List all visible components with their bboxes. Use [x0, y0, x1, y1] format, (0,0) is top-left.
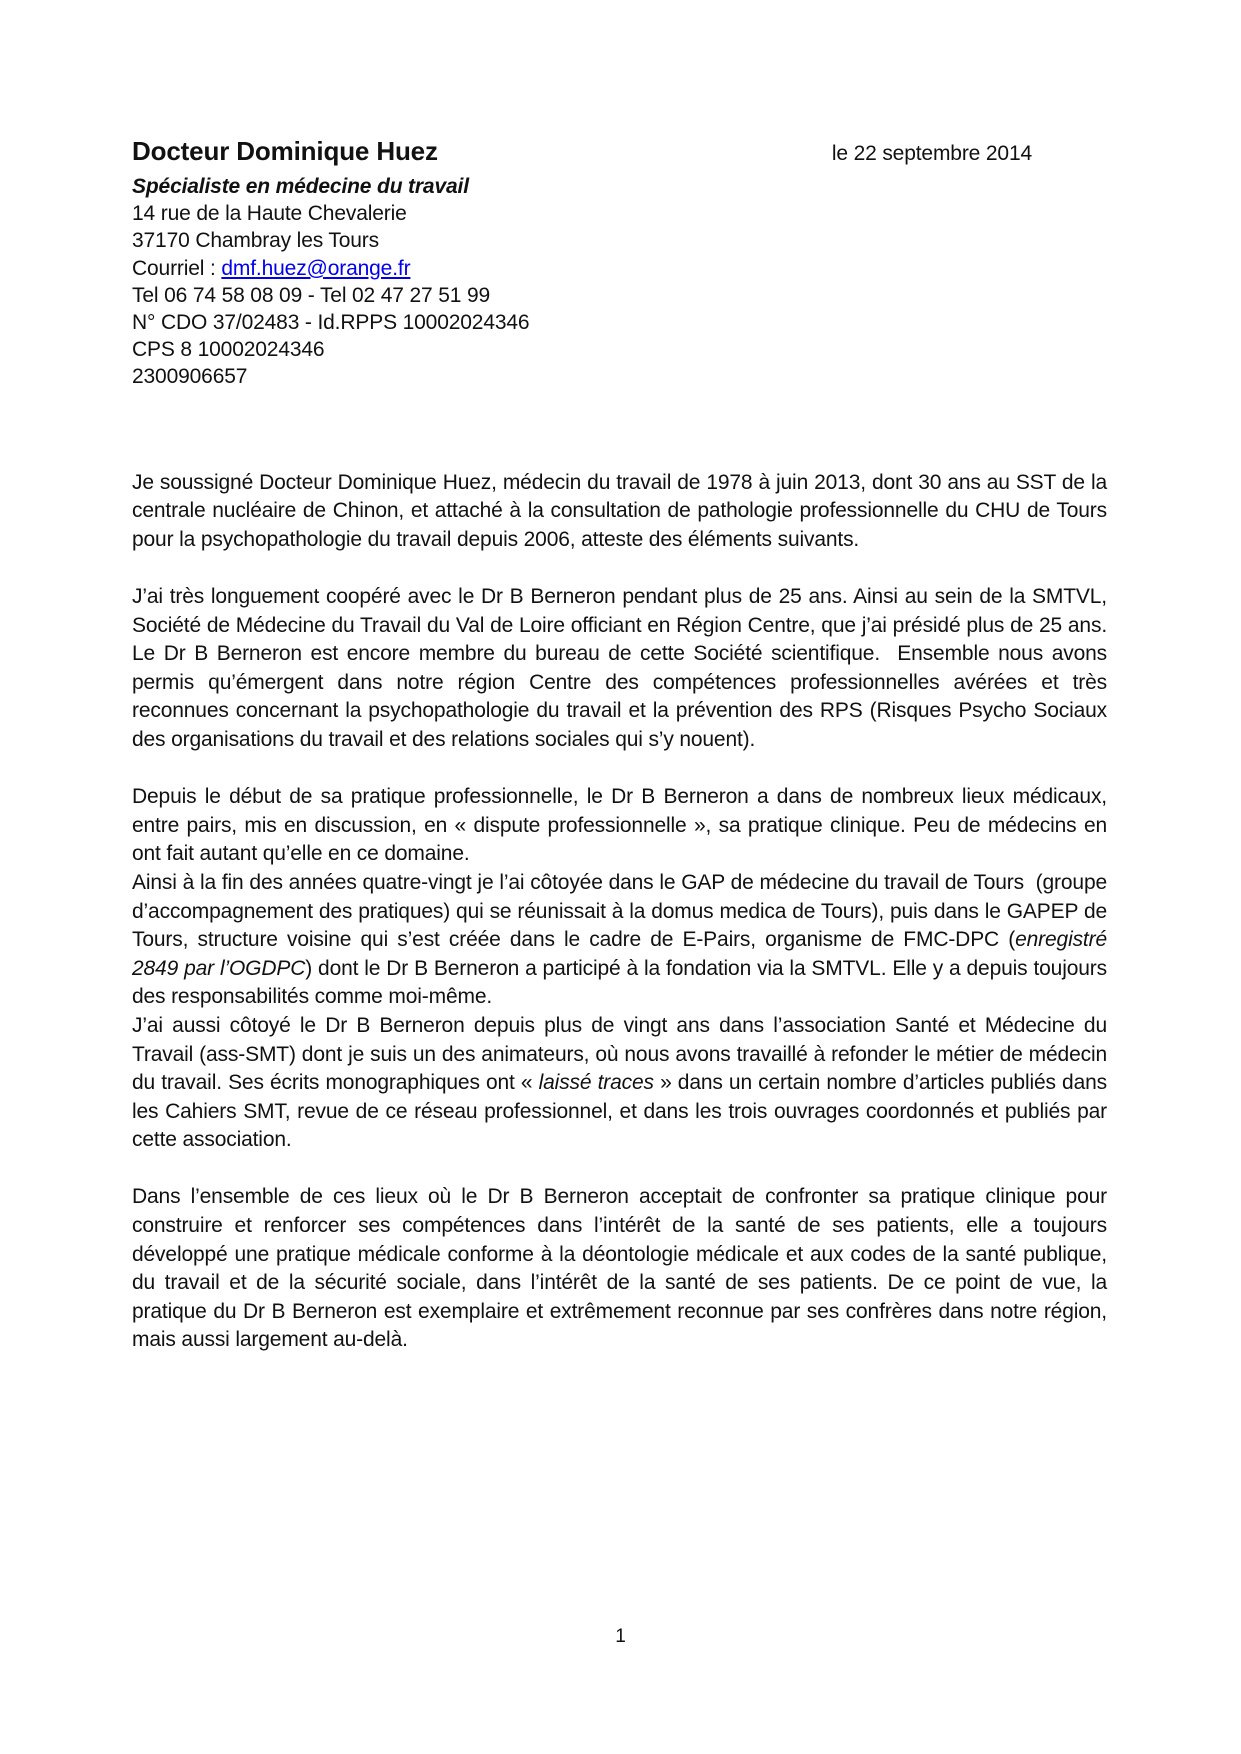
text-run: Depuis le début de sa pratique professionnelle, le Dr B Berneron a dans de nombreux lieux médicaux, entre pairs, mis en discussion, en « dispute professionnelle », sa pratique clinique. Peu de médecins en ont fait autant qu’elle en ce domaine.: [132, 785, 1107, 866]
sender-address-street: 14 rue de la Haute Chevalerie: [132, 202, 407, 226]
sender-registration: N° CDO 37/02483 - Id.RPPS 10002024346: [132, 311, 530, 335]
text-run: J’ai aussi côtoyé le Dr B Berneron depuis plus de vingt ans dans l’association Santé et Médecine du Travail (ass-SMT) dont je suis un des animateurs, où nous avons travaillé à refonder le métier de médecin du travail. Ses écrits monographiques ont «: [132, 1013, 1107, 1095]
paragraph: [132, 783, 1107, 869]
paragraph: [132, 869, 1107, 1012]
text-run: » dans un certain nombre d’articles publiés dans les Cahiers SMT, revue de ce réseau professionnel, et dans les trois ouvrages coordonnés et publiés par cette association.: [132, 1071, 1107, 1152]
page-number: 1: [615, 1626, 626, 1647]
sender-address-city: 37170 Chambray les Tours: [132, 229, 379, 253]
sender-specialty: Spécialiste en médecine du travail: [132, 175, 469, 198]
email-label: Courriel :: [132, 256, 222, 280]
text-run: J’ai très longuement coopéré avec le Dr B Berneron pendant plus de 25 ans. Ainsi au sein de la SMTVL, Société de Médecine du Travail du Val de Loire officiant en Région Centre, que j’ai présidé plus de 25 ans. Le Dr B Berneron est encore membre du bureau de cette Société scientifique. Ensemble nous avons permis qu’émergent dans notre région Centre des compétences professionnelles avérées et très reconnues concernant la psychopathologie du travail et la prévention des RPS (Risques Psycho Sociaux des organisations du travail et des relations sociales qui s’y nouent).: [132, 585, 1107, 751]
paragraph: [132, 583, 1107, 755]
letter-body: [132, 469, 1107, 1355]
sender-phone: Tel 06 74 58 08 09 - Tel 02 47 27 51 99: [132, 283, 491, 307]
sender-email-line: [132, 255, 1107, 282]
paragraph: [132, 1183, 1107, 1355]
text-run: Je soussigné Docteur Dominique Huez, médecin du travail de 1978 à juin 2013, dont 30 ans au SST de la centrale nucléaire de Chinon, et attaché à la consultation de pathologie professionnelle du CHU de Tours pour la psychopathologie du travail depuis 2006, atteste des éléments suivants.: [132, 470, 1107, 551]
text-run: ) dont le Dr B Berneron a participé à la fondation via la SMTVL. Elle y a depuis toujours des responsabilités comme moi-même.: [132, 956, 1107, 1009]
text-run: Dans l’ensemble de ces lieux où le Dr B Berneron acceptait de confronter sa pratique clinique pour construire et renforcer ses compétences dans l’intérêt de la santé de ses patients, elle a toujours développé une pratique médicale conforme à la déontologie médicale et aux codes de la santé publique, du travail et de la sécurité sociale, dans l’intérêt de la santé de ses patients. De ce point de vue, la pratique du Dr B Berneron est exemplaire et extrêmement reconnue par ses confrères dans notre région, mais aussi largement au-delà.: [132, 1185, 1107, 1352]
sender-name: Docteur Dominique Huez: [132, 136, 438, 166]
letter-header: [132, 136, 1107, 391]
email-link[interactable]: dmf.huez@orange.fr: [221, 256, 411, 280]
header-top-row: [132, 136, 1107, 166]
paragraph: [132, 1012, 1107, 1155]
text-run: Ainsi à la fin des années quatre-vingt je l’ai côtoyée dans le GAP de médecine du travail de Tours (groupe d’accompagnement des pratiques) qui se réunissait à la domus medica de Tours), puis dans le GAPEP de Tours, structure voisine qui s’est créée dans le cadre de E-Pairs, organisme de FMC-DPC (: [132, 870, 1107, 952]
sender-cps: CPS 8 10002024346: [132, 338, 325, 362]
paragraph: [132, 469, 1107, 555]
letter-date: le 22 septembre 2014: [831, 142, 1032, 165]
italic-text-run: laissé traces: [538, 1071, 654, 1095]
sender-extra-number: 2300906657: [132, 365, 248, 389]
italic-text-run: enregistré 2849 par l’OGDPC: [132, 928, 1107, 980]
